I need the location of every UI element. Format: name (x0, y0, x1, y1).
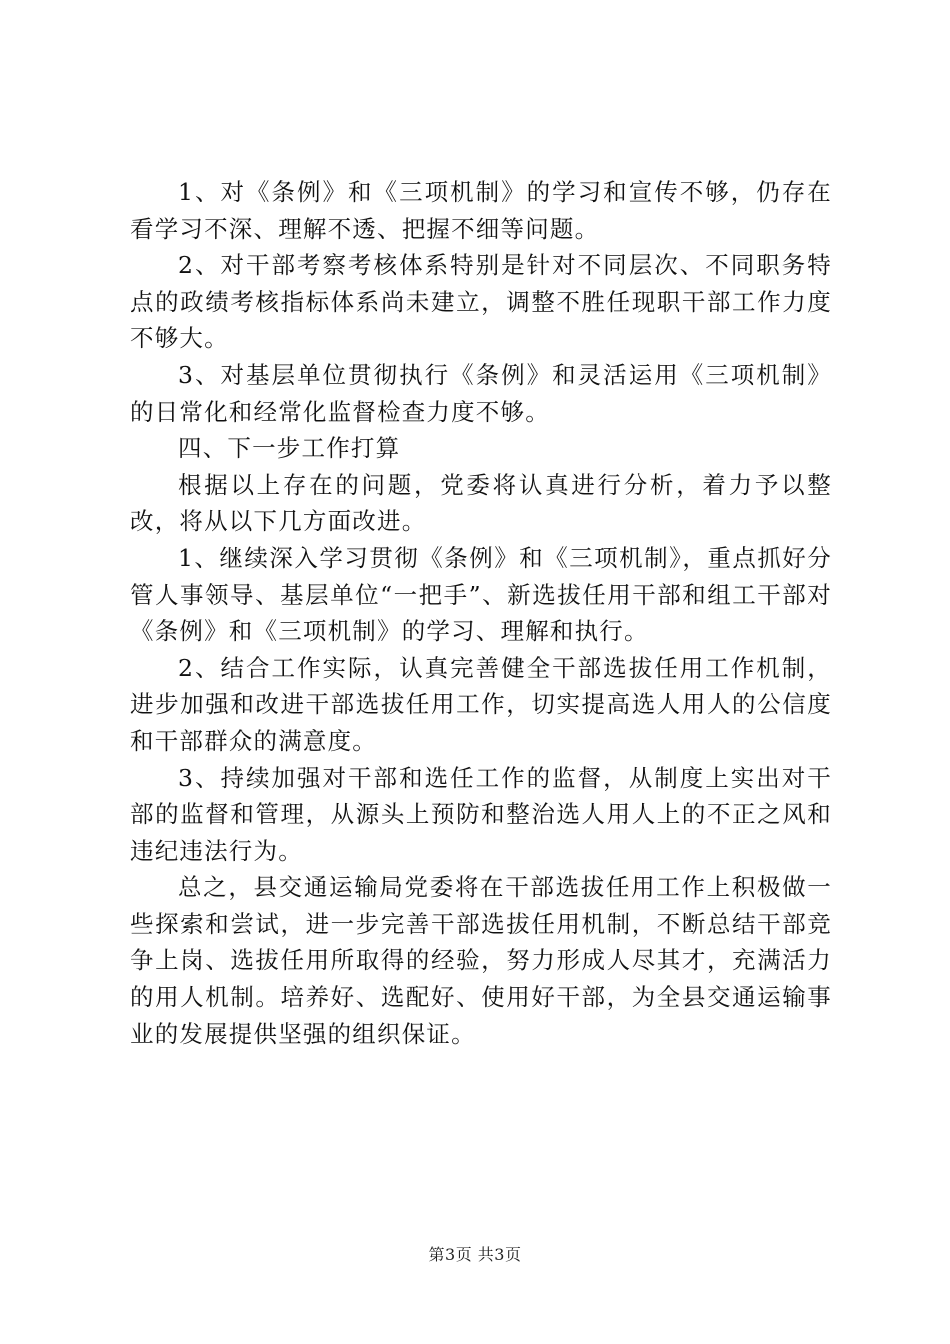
section-heading-next-steps: 四、下一步工作打算 (178, 434, 401, 463)
paragraph-plan-2: 2、结合工作实际，认真完善健全干部选拔任用工作机制，进步加强和改进干部选拔任用工作，切实提高选人用人的公信度和干部群众的满意度。 (130, 653, 832, 755)
document-body (130, 174, 832, 1052)
paragraph-plan-1: 1、继续深入学习贯彻《条例》和《三项机制》，重点抓好分管人事领导、基层单位“一把手”、新选拔任用干部和组工干部对《条例》和《三项机制》的学习、理解和执行。 (130, 543, 832, 646)
paragraph-issue-2: 2、对干部考察考核体系特别是针对不同层次、不同职务特点的政绩考核指标体系尚未建立，调整不胜任现职干部工作力度不够大。 (130, 251, 832, 353)
page-number-footer: 第3页 共3页 (428, 1245, 522, 1264)
paragraph-intro: 根据以上存在的问题，党委将认真进行分析，着力予以整改，将从以下几方面改进。 (130, 470, 832, 536)
paragraph-issue-1: 1、对《条例》和《三项机制》的学习和宣传不够，仍存在看学习不深、理解不透、把握不细等问题。 (130, 178, 832, 243)
paragraph-conclusion: 总之，县交通运输局党委将在干部选拔任用工作上积极做一些探索和尝试，进一步完善干部选拔任用机制，不断总结干部竞争上岗、选拔任用所取得的经验，努力形成人尽其才，充满活力的用人机制。培养好、选配好、使用好干部，为全县交通运输事业的发展提供坚强的组织保证。 (130, 873, 832, 1048)
paragraph-plan-3: 3、持续加强对干部和选任工作的监督，从制度上实出对干部的监督和管理，从源头上预防和整治选人用人上的不正之风和违纪违法行为。 (130, 763, 832, 865)
paragraph-issue-3: 3、对基层单位贯彻执行《条例》和灵活运用《三项机制》的日常化和经常化监督检查力度不够。 (130, 360, 832, 426)
